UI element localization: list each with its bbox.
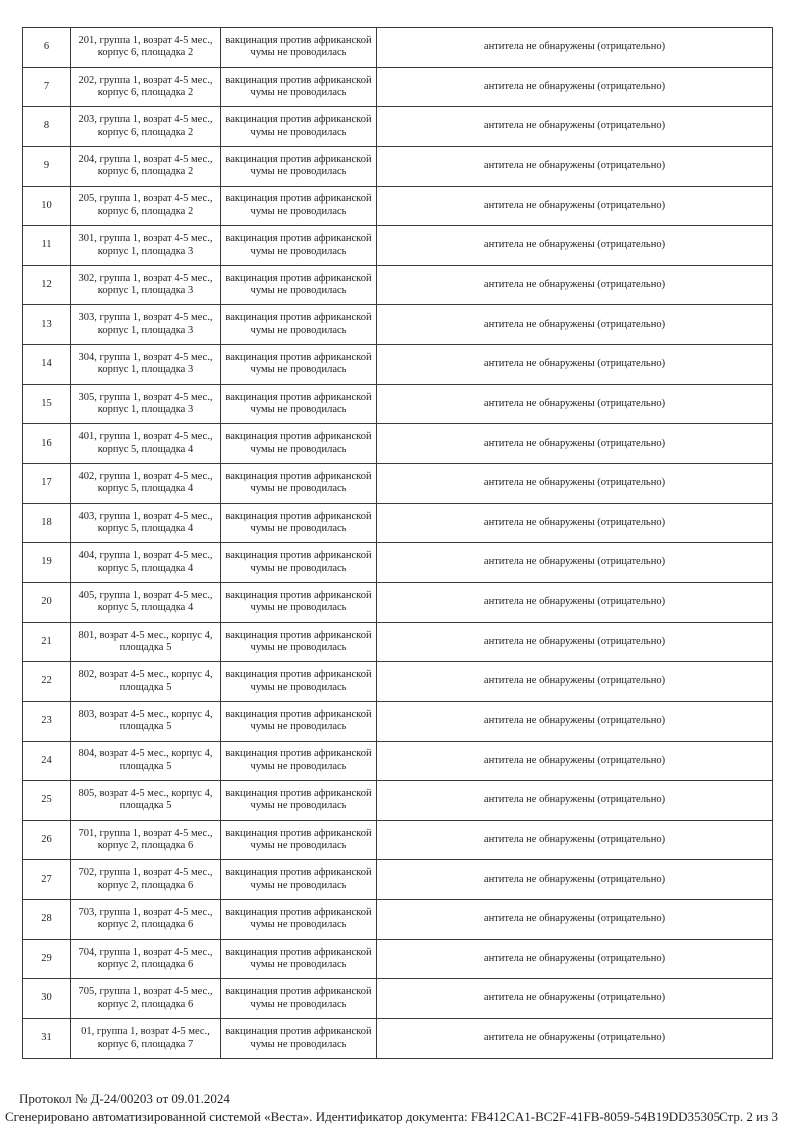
sample-description-cell: 403, группа 1, возрат 4-5 мес., корпус 5, площадка 4 [71, 503, 221, 543]
table-row [23, 820, 773, 860]
row-number-cell: 15 [23, 384, 71, 424]
table-row [23, 384, 773, 424]
row-number-cell: 25 [23, 781, 71, 821]
test-result-cell: антитела не обнаружены (отрицательно) [377, 543, 773, 583]
test-result-cell: антитела не обнаружены (отрицательно) [377, 1019, 773, 1059]
vaccination-info-cell: вакцинация против африканской чумы не проводилась [221, 503, 377, 543]
row-number-cell: 9 [23, 146, 71, 186]
vaccination-info-cell: вакцинация против африканской чумы не проводилась [221, 305, 377, 345]
row-number-cell: 30 [23, 979, 71, 1019]
sample-description-cell: 803, возрат 4-5 мес., корпус 4, площадка 5 [71, 701, 221, 741]
table-row [23, 939, 773, 979]
sample-description-cell: 702, группа 1, возрат 4-5 мес., корпус 2, площадка 6 [71, 860, 221, 900]
table-row [23, 226, 773, 266]
page-footer [0, 1090, 800, 1125]
vaccination-info-cell: вакцинация против африканской чумы не проводилась [221, 464, 377, 504]
results-table [22, 27, 773, 1059]
test-result-cell: антитела не обнаружены (отрицательно) [377, 146, 773, 186]
table-row [23, 345, 773, 385]
sample-description-cell: 304, группа 1, возрат 4-5 мес., корпус 1, площадка 3 [71, 345, 221, 385]
sample-description-cell: 205, группа 1, возрат 4-5 мес., корпус 6, площадка 2 [71, 186, 221, 226]
table-row [23, 701, 773, 741]
footer-generated-line [5, 1108, 800, 1125]
row-number-cell: 18 [23, 503, 71, 543]
table-row [23, 28, 773, 68]
sample-description-cell: 302, группа 1, возрат 4-5 мес., корпус 1, площадка 3 [71, 265, 221, 305]
vaccination-info-cell: вакцинация против африканской чумы не проводилась [221, 28, 377, 68]
table-row [23, 543, 773, 583]
vaccination-info-cell: вакцинация против африканской чумы не проводилась [221, 860, 377, 900]
table-row [23, 662, 773, 702]
sample-description-cell: 704, группа 1, возрат 4-5 мес., корпус 2, площадка 6 [71, 939, 221, 979]
sample-description-cell: 404, группа 1, возрат 4-5 мес., корпус 5, площадка 4 [71, 543, 221, 583]
test-result-cell: антитела не обнаружены (отрицательно) [377, 265, 773, 305]
vaccination-info-cell: вакцинация против африканской чумы не проводилась [221, 900, 377, 940]
row-number-cell: 13 [23, 305, 71, 345]
row-number-cell: 16 [23, 424, 71, 464]
vaccination-info-cell: вакцинация против африканской чумы не проводилась [221, 146, 377, 186]
row-number-cell: 12 [23, 265, 71, 305]
vaccination-info-cell: вакцинация против африканской чумы не проводилась [221, 226, 377, 266]
row-number-cell: 23 [23, 701, 71, 741]
table-row [23, 146, 773, 186]
table-row [23, 67, 773, 107]
table-row [23, 860, 773, 900]
test-result-cell: антитела не обнаружены (отрицательно) [377, 741, 773, 781]
test-result-cell: антитела не обнаружены (отрицательно) [377, 781, 773, 821]
sample-description-cell: 303, группа 1, возрат 4-5 мес., корпус 1, площадка 3 [71, 305, 221, 345]
test-result-cell: антитела не обнаружены (отрицательно) [377, 464, 773, 504]
row-number-cell: 17 [23, 464, 71, 504]
sample-description-cell: 01, группа 1, возрат 4-5 мес., корпус 6, площадка 7 [71, 1019, 221, 1059]
row-number-cell: 27 [23, 860, 71, 900]
test-result-cell: антитела не обнаружены (отрицательно) [377, 979, 773, 1019]
table-row [23, 622, 773, 662]
vaccination-info-cell: вакцинация против африканской чумы не проводилась [221, 186, 377, 226]
results-table-body [23, 28, 773, 1059]
page-number: Стр. 2 из 3 [719, 1109, 778, 1124]
row-number-cell: 14 [23, 345, 71, 385]
table-row [23, 464, 773, 504]
test-result-cell: антитела не обнаружены (отрицательно) [377, 384, 773, 424]
protocol-number-line: Протокол № Д-24/00203 от 09.01.2024 [19, 1091, 230, 1106]
generated-by-text: Сгенерировано автоматизированной системой «Веста». Идентификатор документа: FB412CA1-BC2F-41FB-8059-54B19DD35305 [5, 1109, 721, 1124]
test-result-cell: антитела не обнаружены (отрицательно) [377, 662, 773, 702]
test-result-cell: антитела не обнаружены (отрицательно) [377, 820, 773, 860]
vaccination-info-cell: вакцинация против африканской чумы не проводилась [221, 107, 377, 147]
vaccination-info-cell: вакцинация против африканской чумы не проводилась [221, 979, 377, 1019]
table-row [23, 265, 773, 305]
test-result-cell: антитела не обнаружены (отрицательно) [377, 860, 773, 900]
vaccination-info-cell: вакцинация против африканской чумы не проводилась [221, 384, 377, 424]
vaccination-info-cell: вакцинация против африканской чумы не проводилась [221, 939, 377, 979]
vaccination-info-cell: вакцинация против африканской чумы не проводилась [221, 820, 377, 860]
test-result-cell: антитела не обнаружены (отрицательно) [377, 186, 773, 226]
table-row [23, 900, 773, 940]
sample-description-cell: 405, группа 1, возрат 4-5 мес., корпус 5, площадка 4 [71, 582, 221, 622]
test-result-cell: антитела не обнаружены (отрицательно) [377, 226, 773, 266]
test-result-cell: антитела не обнаружены (отрицательно) [377, 107, 773, 147]
table-row [23, 741, 773, 781]
test-result-cell: антитела не обнаружены (отрицательно) [377, 503, 773, 543]
table-row [23, 424, 773, 464]
row-number-cell: 26 [23, 820, 71, 860]
sample-description-cell: 801, возрат 4-5 мес., корпус 4, площадка 5 [71, 622, 221, 662]
sample-description-cell: 305, группа 1, возрат 4-5 мес., корпус 1, площадка 3 [71, 384, 221, 424]
table-row [23, 305, 773, 345]
vaccination-info-cell: вакцинация против африканской чумы не проводилась [221, 781, 377, 821]
row-number-cell: 20 [23, 582, 71, 622]
row-number-cell: 19 [23, 543, 71, 583]
test-result-cell: антитела не обнаружены (отрицательно) [377, 345, 773, 385]
sample-description-cell: 201, группа 1, возрат 4-5 мес., корпус 6, площадка 2 [71, 28, 221, 68]
table-row [23, 781, 773, 821]
test-result-cell: антитела не обнаружены (отрицательно) [377, 67, 773, 107]
row-number-cell: 10 [23, 186, 71, 226]
test-result-cell: антитела не обнаружены (отрицательно) [377, 305, 773, 345]
table-row [23, 107, 773, 147]
row-number-cell: 11 [23, 226, 71, 266]
vaccination-info-cell: вакцинация против африканской чумы не проводилась [221, 741, 377, 781]
table-row [23, 503, 773, 543]
test-result-cell: антитела не обнаружены (отрицательно) [377, 582, 773, 622]
test-result-cell: антитела не обнаружены (отрицательно) [377, 28, 773, 68]
sample-description-cell: 401, группа 1, возрат 4-5 мес., корпус 5, площадка 4 [71, 424, 221, 464]
vaccination-info-cell: вакцинация против африканской чумы не проводилась [221, 1019, 377, 1059]
sample-description-cell: 203, группа 1, возрат 4-5 мес., корпус 6, площадка 2 [71, 107, 221, 147]
sample-description-cell: 204, группа 1, возрат 4-5 мес., корпус 6, площадка 2 [71, 146, 221, 186]
row-number-cell: 22 [23, 662, 71, 702]
row-number-cell: 28 [23, 900, 71, 940]
sample-description-cell: 805, возрат 4-5 мес., корпус 4, площадка 5 [71, 781, 221, 821]
row-number-cell: 21 [23, 622, 71, 662]
sample-description-cell: 301, группа 1, возрат 4-5 мес., корпус 1, площадка 3 [71, 226, 221, 266]
vaccination-info-cell: вакцинация против африканской чумы не проводилась [221, 345, 377, 385]
vaccination-info-cell: вакцинация против африканской чумы не проводилась [221, 622, 377, 662]
vaccination-info-cell: вакцинация против африканской чумы не проводилась [221, 424, 377, 464]
test-result-cell: антитела не обнаружены (отрицательно) [377, 900, 773, 940]
sample-description-cell: 705, группа 1, возрат 4-5 мес., корпус 2, площадка 6 [71, 979, 221, 1019]
vaccination-info-cell: вакцинация против африканской чумы не проводилась [221, 662, 377, 702]
sample-description-cell: 202, группа 1, возрат 4-5 мес., корпус 6, площадка 2 [71, 67, 221, 107]
row-number-cell: 31 [23, 1019, 71, 1059]
test-result-cell: антитела не обнаружены (отрицательно) [377, 424, 773, 464]
row-number-cell: 24 [23, 741, 71, 781]
vaccination-info-cell: вакцинация против африканской чумы не проводилась [221, 701, 377, 741]
table-row [23, 979, 773, 1019]
row-number-cell: 8 [23, 107, 71, 147]
vaccination-info-cell: вакцинация против африканской чумы не проводилась [221, 67, 377, 107]
table-row [23, 582, 773, 622]
row-number-cell: 29 [23, 939, 71, 979]
sample-description-cell: 402, группа 1, возрат 4-5 мес., корпус 5, площадка 4 [71, 464, 221, 504]
test-result-cell: антитела не обнаружены (отрицательно) [377, 622, 773, 662]
sample-description-cell: 804, возрат 4-5 мес., корпус 4, площадка 5 [71, 741, 221, 781]
sample-description-cell: 703, группа 1, возрат 4-5 мес., корпус 2, площадка 6 [71, 900, 221, 940]
test-result-cell: антитела не обнаружены (отрицательно) [377, 939, 773, 979]
vaccination-info-cell: вакцинация против африканской чумы не проводилась [221, 543, 377, 583]
row-number-cell: 6 [23, 28, 71, 68]
row-number-cell: 7 [23, 67, 71, 107]
sample-description-cell: 802, возрат 4-5 мес., корпус 4, площадка 5 [71, 662, 221, 702]
table-row [23, 1019, 773, 1059]
vaccination-info-cell: вакцинация против африканской чумы не проводилась [221, 582, 377, 622]
test-result-cell: антитела не обнаружены (отрицательно) [377, 701, 773, 741]
table-row [23, 186, 773, 226]
sample-description-cell: 701, группа 1, возрат 4-5 мес., корпус 2, площадка 6 [71, 820, 221, 860]
vaccination-info-cell: вакцинация против африканской чумы не проводилась [221, 265, 377, 305]
